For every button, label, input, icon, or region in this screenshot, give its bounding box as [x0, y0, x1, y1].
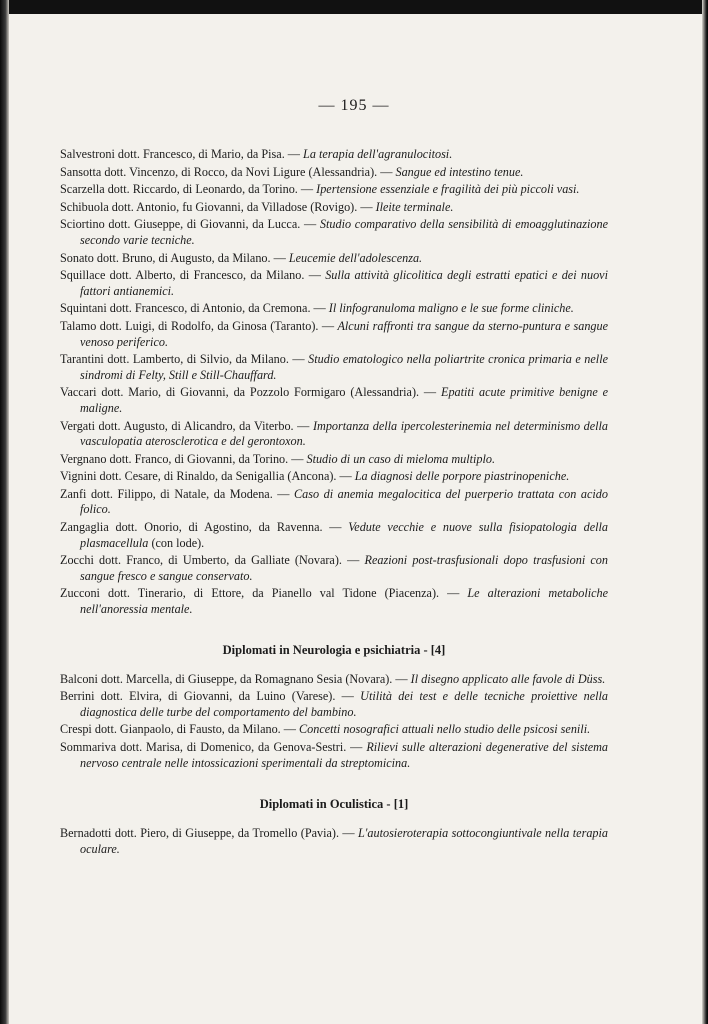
thesis-entry	[60, 217, 608, 248]
thesis-entry	[60, 672, 608, 688]
entry-author: Sciortino dott. Giuseppe, di Giovanni, da Lucca. —	[60, 217, 320, 232]
entry-thesis-title: Il linfogranuloma maligno e le sue forme cliniche.	[328, 301, 574, 316]
entry-thesis-title: Epatiti acute primitive benigne e maligne.	[80, 385, 609, 415]
entry-author: Scarzella dott. Riccardo, di Leonardo, da Torino. —	[60, 182, 317, 197]
thesis-entry	[60, 251, 608, 267]
thesis-entry	[60, 722, 608, 738]
entry-thesis-title: Ipertensione essenziale e fragilità dei più piccoli vasi.	[316, 182, 580, 197]
entry-thesis-title: La terapia dell'agranulocitosi.	[303, 147, 453, 161]
thesis-entry	[60, 319, 608, 350]
entry-note: (con lode).	[148, 535, 205, 550]
graduate-list-neurologia	[60, 672, 608, 772]
entry-author: Bernadotti dott. Piero, di Giuseppe, da Tromello (Pavia). —	[60, 826, 359, 841]
entry-author: Vignini dott. Cesare, di Rinaldo, da Senigallia (Ancona). —	[60, 469, 355, 484]
thesis-entry	[60, 301, 608, 317]
page-number: — 195 —	[318, 97, 390, 114]
thesis-entry	[60, 553, 608, 584]
thesis-entry	[60, 200, 608, 216]
thesis-entry	[60, 826, 608, 857]
entry-thesis-title: Utilità dei test e delle tecniche proiettive nella diagnostica delle turbe del comportamento del bambino.	[80, 689, 608, 719]
entry-thesis-title: Ileite terminale.	[375, 199, 454, 214]
scan-top-border	[0, 0, 708, 14]
thesis-entry	[60, 147, 608, 163]
thesis-entry	[60, 520, 608, 551]
entry-author: Schibuola dott. Antonio, fu Giovanni, da Villadose (Rovigo). —	[60, 199, 376, 214]
entry-thesis-title: Il disegno applicato alle favole di Düss.	[410, 671, 606, 686]
graduate-list-oculistica	[60, 826, 608, 857]
entry-thesis-title: Importanza della ipercolesterinemia nel determinismo della vasculopatia aterosclerotica e del gerontoxon.	[80, 418, 608, 449]
entry-author: Sommariva dott. Marisa, di Domenico, da Genova-Sestri. —	[60, 740, 367, 754]
entry-thesis-title: Studio comparativo della sensibilità di emoagglutinazione secondo varie tecniche.	[80, 217, 608, 247]
thesis-entry	[60, 487, 608, 518]
entry-thesis-title: Reazioni post-trasfusionali dopo trasfusioni con sangue fresco e sangue conservato.	[80, 553, 608, 583]
entry-author: Zangaglia dott. Onorio, di Agostino, da Ravenna. —	[60, 520, 349, 535]
entry-author: Squintani dott. Francesco, di Antonio, da Cremona. —	[60, 301, 329, 316]
entry-thesis-title: La diagnosi delle porpore piastrinopeniche.	[354, 469, 570, 484]
entry-author: Crespi dott. Gianpaolo, di Fausto, da Milano. —	[60, 722, 299, 737]
entry-author: Zocchi dott. Franco, di Umberto, da Galliate (Novara). —	[60, 553, 365, 568]
entry-author: Vergnano dott. Franco, di Giovanni, da Torino. —	[60, 451, 307, 466]
entry-author: Berrini dott. Elvira, di Giovanni, da Luino (Varese). —	[60, 689, 361, 704]
entry-thesis-title: L'autosieroterapia sottocongiuntivale nella terapia oculare.	[80, 826, 609, 856]
entry-author: Zucconi dott. Tinerario, di Ettore, da Pianello val Tidone (Piacenza). —	[60, 586, 468, 601]
thesis-entry	[60, 352, 608, 383]
scan-left-border	[0, 0, 9, 1024]
entry-thesis-title: Caso di anemia megalocitica del puerperio trattata con acido folico.	[80, 486, 608, 517]
thesis-entry	[60, 419, 608, 450]
entry-author: Vaccari dott. Mario, di Giovanni, da Pozzolo Formigaro (Alessandria). —	[60, 385, 441, 400]
entry-thesis-title: Rilievi sulle alterazioni degenerative del sistema nervoso centrale nelle intossicazioni sperimentali da streptomicina.	[80, 740, 609, 770]
entry-thesis-title: Studio di un caso di mieloma multiplo.	[306, 451, 496, 466]
entry-thesis-title: Studio ematologico nella poliartrite cronica primaria e nelle sindromi di Felty, Still e Still-Chauffard.	[80, 352, 608, 382]
thesis-entry	[60, 385, 608, 416]
entry-thesis-title: Vedute vecchie e nuove sulla fisiopatologia della plasmacellula	[80, 520, 608, 550]
entry-thesis-title: Sangue ed intestino tenue.	[395, 164, 524, 179]
thesis-entry	[60, 689, 608, 720]
entry-author: Vergati dott. Augusto, di Alicandro, da Viterbo. —	[60, 418, 313, 433]
entry-thesis-title: Leucemie dell'adolescenza.	[288, 250, 423, 265]
entry-author: Sonato dott. Bruno, di Augusto, da Milano. —	[60, 250, 289, 265]
thesis-entry	[60, 586, 608, 617]
entry-thesis-title: Concetti nosografici attuali nello studio delle psicosi senili.	[299, 722, 591, 737]
section-heading-neurologia: Diplomati in Neurologia e psichiatria - [4]	[222, 642, 446, 657]
thesis-entry	[60, 182, 608, 198]
entry-thesis-title: Sulla attività glicolitica degli estratti epatici e dei nuovi fattori antianemici.	[80, 268, 608, 298]
thesis-entry	[60, 740, 608, 771]
thesis-entry	[60, 268, 608, 299]
entry-author: Squillace dott. Alberto, di Francesco, da Milano. —	[60, 268, 326, 283]
entry-thesis-title: Alcuni raffronti tra sangue da sterno-puntura e sangue venoso periferico.	[80, 318, 609, 349]
page-content	[60, 147, 608, 859]
entry-author: Balconi dott. Marcella, di Giuseppe, da Romagnano Sesia (Novara). —	[60, 671, 411, 686]
entry-author: Talamo dott. Luigi, di Rodolfo, da Ginosa (Taranto). —	[60, 318, 338, 333]
entry-author: Zanfi dott. Filippo, di Natale, da Modena. —	[60, 486, 295, 501]
scan-right-border	[702, 0, 708, 1024]
entry-author: Salvestroni dott. Francesco, di Mario, da Pisa. —	[60, 147, 304, 161]
entry-author: Tarantini dott. Lamberto, di Silvio, da Milano. —	[60, 352, 309, 367]
section-heading-oculistica: Diplomati in Oculistica - [1]	[259, 797, 409, 812]
thesis-entry	[60, 469, 608, 485]
thesis-entry	[60, 165, 608, 181]
graduate-list-ematologia	[60, 147, 608, 618]
entry-thesis-title: Le alterazioni metaboliche nell'anoressia mentale.	[80, 586, 608, 617]
thesis-entry	[60, 452, 608, 468]
entry-author: Sansotta dott. Vincenzo, di Rocco, da Novi Ligure (Alessandria). —	[60, 164, 396, 179]
